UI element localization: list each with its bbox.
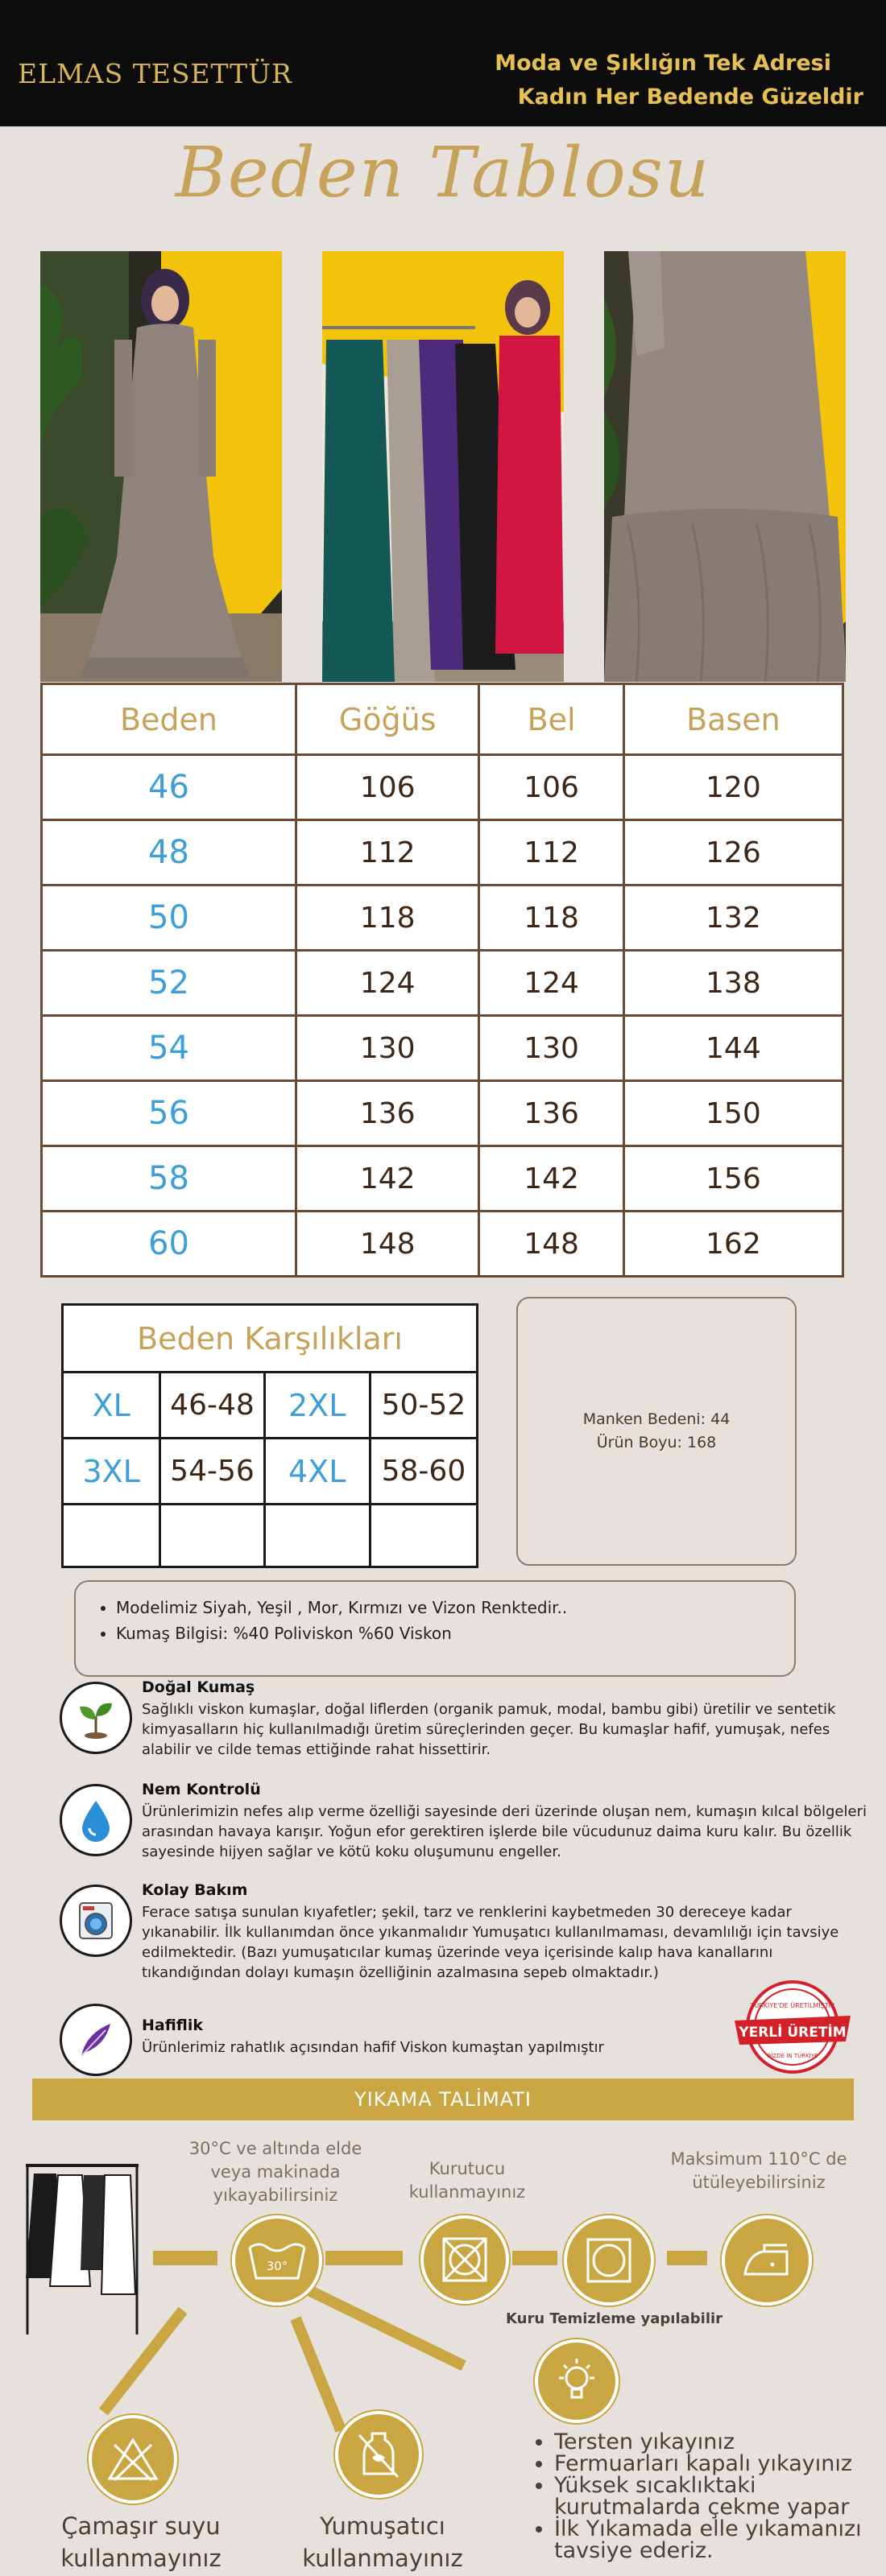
feature-text: Ürünlerimiz rahatlık açısından hafif Viskon kumaştan yapılmıştır [142,2039,604,2056]
letter-size-cell: 2XL [264,1373,370,1439]
header-beden: Beden [42,684,296,755]
no-dryer-text: Kurutucu kullanmayınız [408,2159,526,2202]
product-photo-model-front [40,251,282,682]
hip-cell: 132 [623,886,843,951]
dry-clean-text: Kuru Temizleme yapılabilir [506,2310,723,2327]
water-drop-icon [60,1784,132,1856]
empty-cell [370,1505,477,1567]
size-cell: 58 [42,1146,296,1212]
table-row [63,1439,478,1505]
header-banner [0,0,886,126]
size-chart-table [40,683,844,1278]
lightbulb-icon [535,2339,619,2423]
header-gogus: Göğüs [296,684,478,755]
no-bleach-icon [89,2415,177,2504]
waist-cell: 106 [479,755,623,820]
product-photo-color-options [322,251,564,682]
waist-cell: 112 [479,820,623,886]
number-range-cell: 58-60 [370,1439,477,1505]
letter-size-cell: 4XL [264,1439,370,1505]
size-equivalents-table [61,1303,478,1568]
number-range-cell: 50-52 [370,1373,477,1439]
size-cell: 46 [42,755,296,820]
hip-cell: 162 [623,1212,843,1277]
model-size: Manken Bedeni: 44 [582,1410,731,1428]
badge-bottom-text: BİZDE İN TÜRKİYE [767,2053,818,2059]
table-row [42,1016,843,1081]
feature-easy-care [60,1881,839,1981]
model-info-box [516,1297,797,1566]
hip-cell: 144 [623,1016,843,1081]
empty-cell [160,1505,264,1567]
header-basen: Basen [623,684,843,755]
size-cell: 60 [42,1212,296,1277]
clothes-rack-icon [18,2157,145,2339]
feature-text: Ferace satışa sunulan kıyafetler; şekil, tarz ve renklerini kaybetmeden 30 dereceye kadar yıkanabilir. İlk kullanımdan önce yıkanmalıdır Yumuşatıcı kullanılmaması, devamlılığı için tavsiye edilmektedir. (Bazı yumuşatıcılar kumaş üzerinde veya içerisinde kalıp hava kanallarını tıkandığından dolayı kumaşın özelliğinin azalmasına sepeb olmaktadır.) [142,1904,839,1981]
hip-cell: 156 [623,1146,843,1212]
product-length: Ürün Boyu: 168 [596,1434,717,1451]
hip-cell: 138 [623,951,843,1016]
feature-lightness [60,2000,833,2081]
washing-machine-icon [60,1885,132,1957]
chest-cell: 118 [296,886,478,951]
table-row [42,886,843,951]
tagline [495,47,863,114]
size-cell: 56 [42,1081,296,1146]
size-chart-header-row [42,684,843,755]
table-row [42,1081,843,1146]
color-info: • Modelimiz Siyah, Yeşil , Mor, Kırmızı ve Vizon Renktedir.. [116,1595,770,1620]
list-item: • Fermuarları kapalı yıkayınız [554,2453,870,2475]
feature-title: Kolay Bakım [142,1881,248,1899]
made-in-turkey-badge [733,1977,852,2077]
size-equivalents-title: Beden Karşılıkları [63,1305,478,1373]
tagline-line-2: Kadın Her Bedende Güzeldir [517,85,863,109]
table-row [42,820,843,886]
chest-cell: 136 [296,1081,478,1146]
tagline-line-1: Moda ve Şıklığın Tek Adresi [495,51,831,76]
feature-natural-fabric [60,1678,836,1767]
page-title: Beden Tablosu [175,133,711,213]
plant-icon [60,1682,132,1754]
badge-main-text: YERLİ ÜRETİM [739,2025,847,2041]
list-item: • İlk Yıkamada elle yıkamanızı tavsiye ederiz. [554,2518,870,2562]
connector-line [667,2251,707,2265]
waist-cell: 124 [479,951,623,1016]
brand-name: ELMAS TESETTÜR [18,58,292,89]
no-softener-icon [335,2411,422,2498]
feature-text: Ürünlerimizin nefes alıp verme özelliği sayesinde deri üzerinde oluşan nem, kumaşın kılcal bölgeleri arasından havaya karışır. Yoğun efor gerektiren işlerde bile vücudunuz daima kuru kalır. Bu özellik sayesinde hijyen sağlar ve kötü koku oluşumunu engeller. [142,1803,867,1860]
hip-cell: 120 [623,755,843,820]
size-cell: 54 [42,1016,296,1081]
fabric-info: • Kumaş Bilgisi: %40 Poliviskon %60 Viskon [116,1620,770,1646]
list-item: • Tersten yıkayınız [554,2431,870,2453]
iron-text: Maksimum 110°C de ütüleyebilirsiniz [670,2149,847,2192]
size-cell: 48 [42,820,296,886]
table-row [42,755,843,820]
hip-cell: 150 [623,1081,843,1146]
wash-30-icon [232,2215,322,2306]
washing-instructions-title: YIKAMA TALİMATI [32,2079,854,2120]
letter-size-cell: XL [63,1373,160,1439]
wash-30-symbol: 30° [266,2259,288,2273]
chest-cell: 112 [296,820,478,886]
table-row [42,1146,843,1212]
connector-line [325,2251,403,2265]
chest-cell: 148 [296,1212,478,1277]
feature-title: Doğal Kumaş [142,1678,255,1696]
badge-top-text: TÜRKİYE'DE ÜRETİLMİŞTİR [750,2002,835,2009]
feature-text: Sağlıklı viskon kumaşlar, doğal liflerden (organik pamuk, modal, bambu gibi) üretilir ve sentetik kimyasalların hiç kullanılmadığı üretim süreçlerinden geçer. Bu kumaşlar hafif, yumuşak, nefes alabilir ve cilde temas ettiğinde rahat hissettirir. [142,1701,836,1758]
no-tumble-dry-icon [420,2215,509,2304]
size-cell: 50 [42,886,296,951]
table-row [42,951,843,1016]
table-row [63,1373,478,1439]
connector-line [153,2251,217,2265]
feature-title: Nem Kontrolü [142,1781,261,1798]
header-bel: Bel [479,684,623,755]
dry-clean-icon [564,2215,654,2306]
number-range-cell: 46-48 [160,1373,264,1439]
table-row [42,1212,843,1277]
waist-cell: 148 [479,1212,623,1277]
no-bleach-text: Çamaşır suyu kullanmayınız [60,2512,222,2572]
letter-size-cell: 3XL [63,1439,160,1505]
product-info-box [74,1580,796,1677]
connector-line [512,2251,557,2265]
waist-cell: 130 [479,1016,623,1081]
wash-30-text: 30°C ve altında elde veya makinada yıkayabilirsiniz [188,2139,362,2205]
feature-moisture-control [60,1781,867,1869]
number-range-cell: 54-56 [160,1439,264,1505]
chest-cell: 106 [296,755,478,820]
table-row-empty [63,1505,478,1567]
waist-cell: 118 [479,886,623,951]
empty-cell [63,1505,160,1567]
chest-cell: 124 [296,951,478,1016]
connector-line [291,2316,346,2432]
no-softener-text: Yumuşatıcı kullanmayınız [302,2512,463,2572]
list-item: • Yüksek sıcaklıktaki kurutmalarda çekme yapar [554,2475,870,2518]
size-cell: 52 [42,951,296,1016]
chest-cell: 130 [296,1016,478,1081]
product-photo-ruffle-detail [604,251,846,682]
iron-icon [722,2215,812,2306]
care-tips-list [532,2431,870,2562]
chest-cell: 142 [296,1146,478,1212]
feather-icon [60,2004,132,2076]
hip-cell: 126 [623,820,843,886]
waist-cell: 136 [479,1081,623,1146]
empty-cell [264,1505,370,1567]
feature-title: Hafiflik [142,2017,204,2034]
waist-cell: 142 [479,1146,623,1212]
